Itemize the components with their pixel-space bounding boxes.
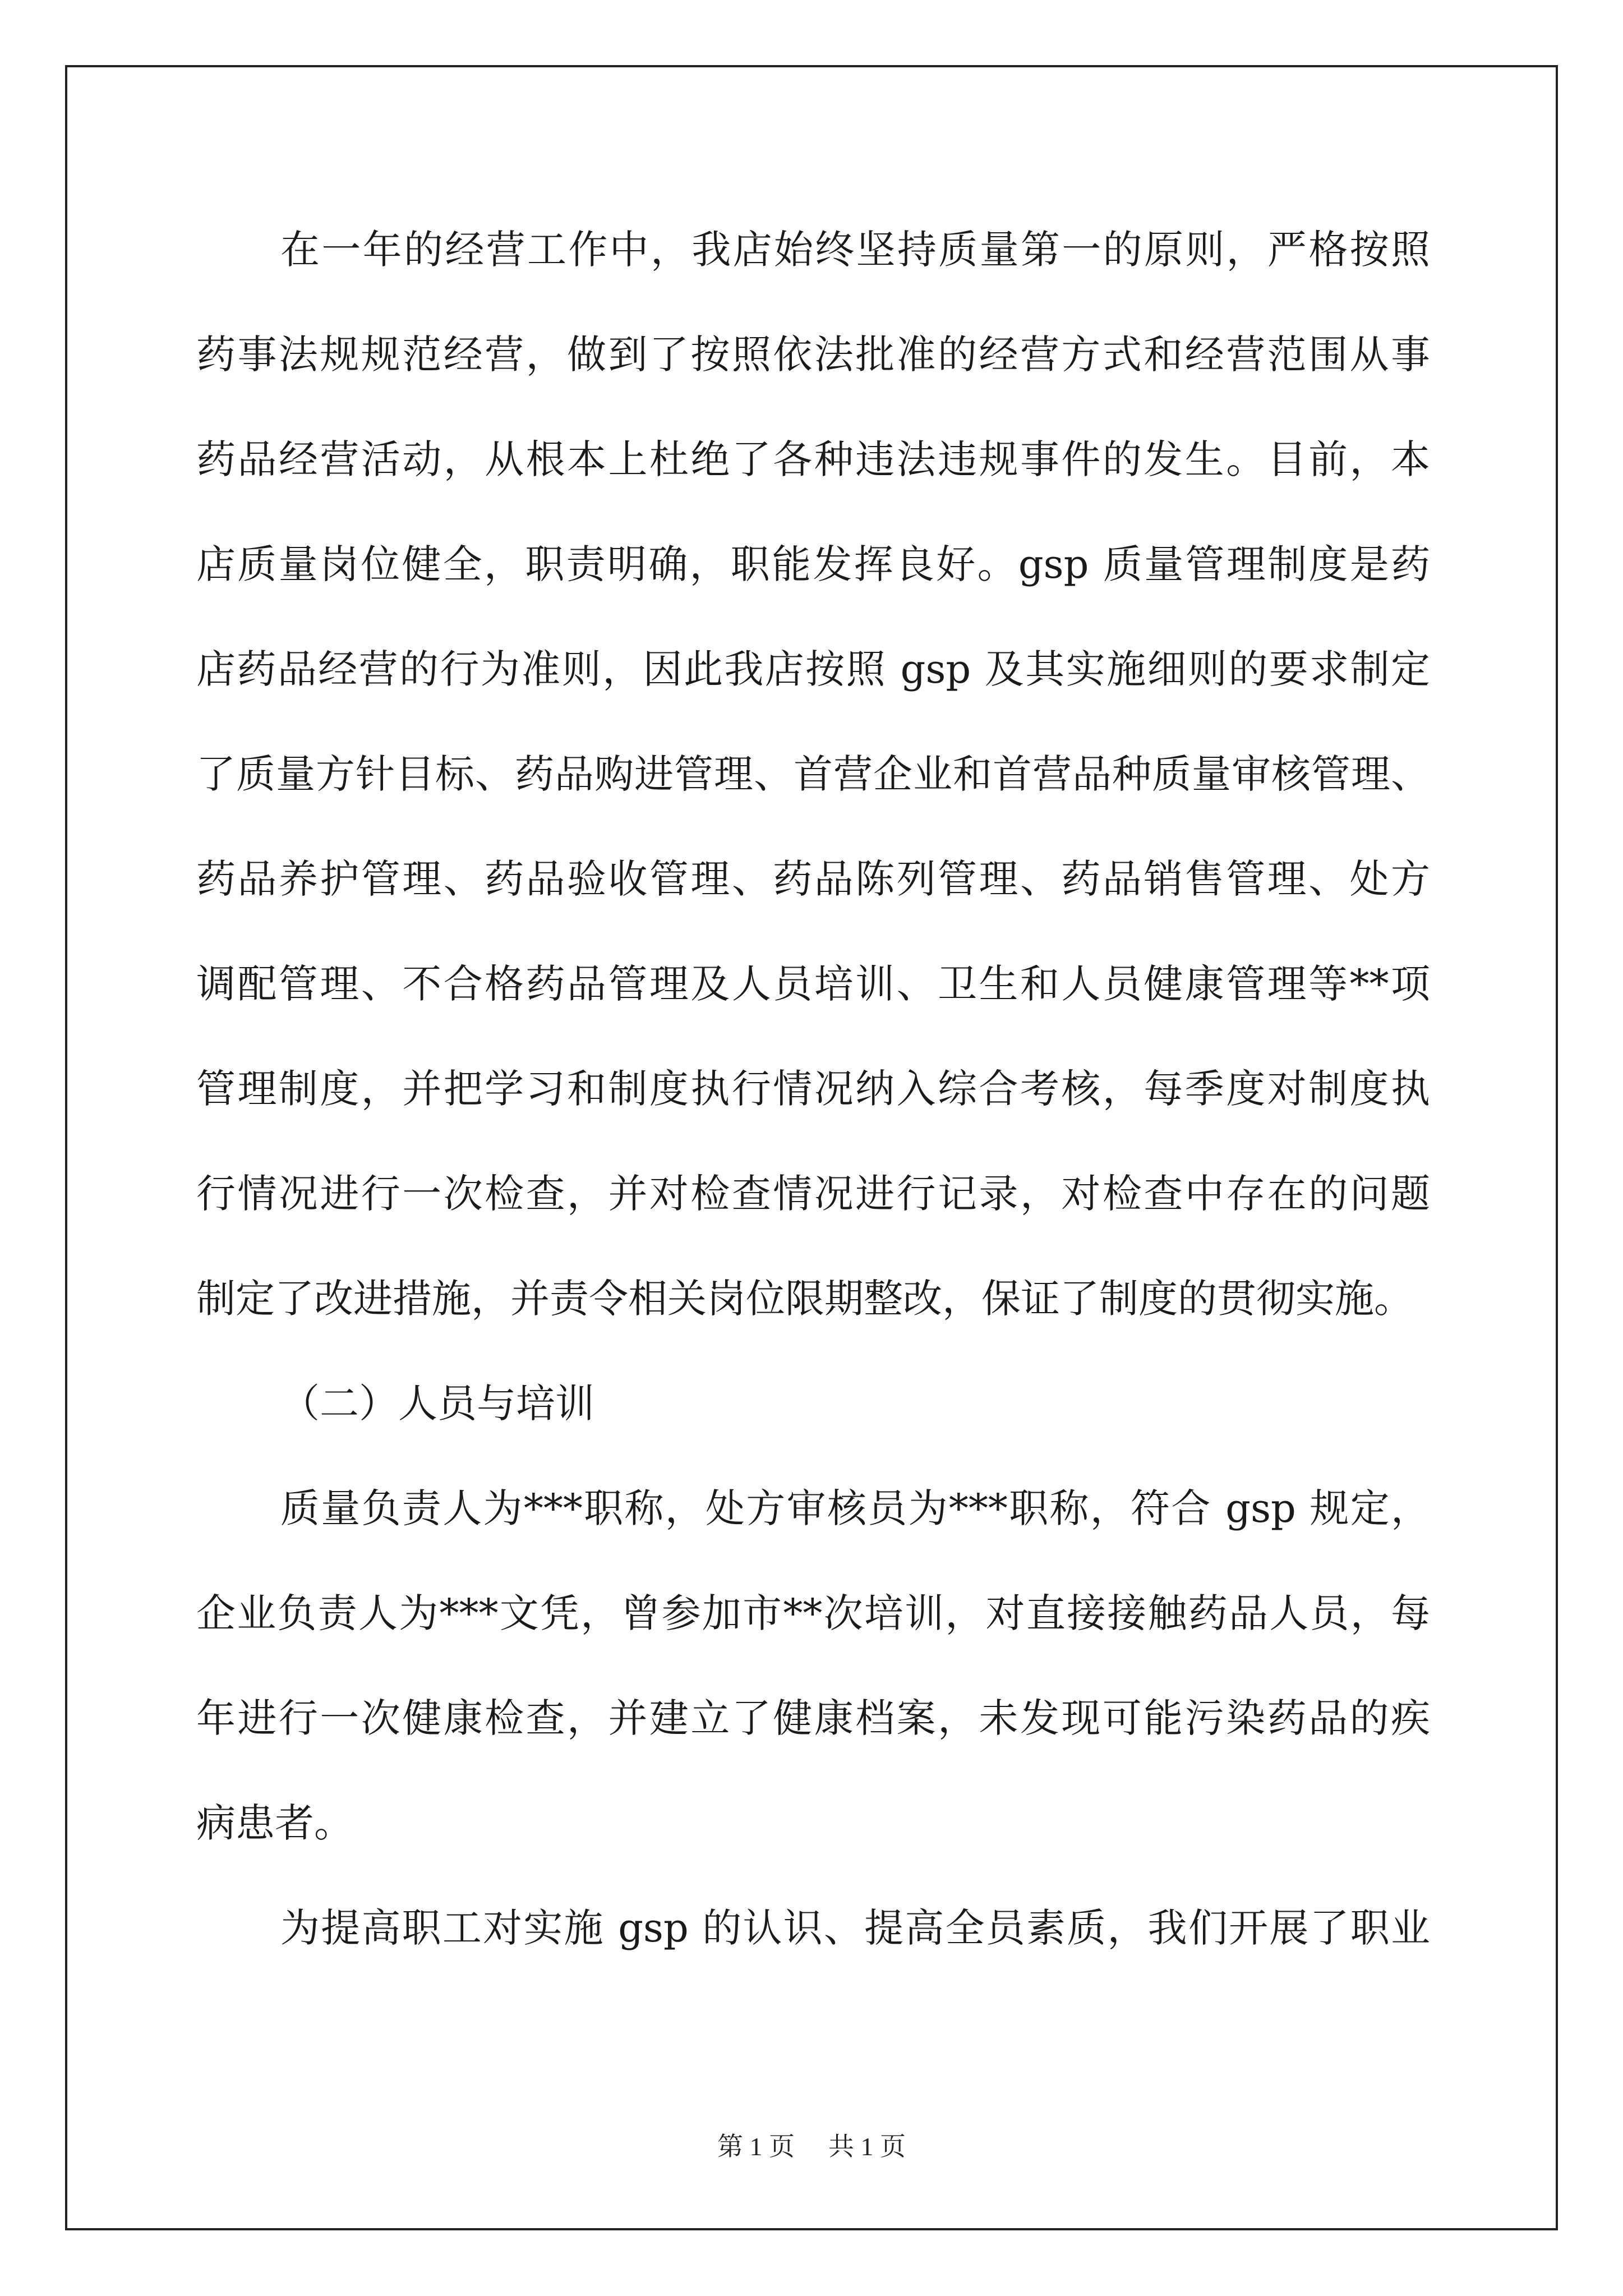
- page-number-current: 第 1 页: [717, 2132, 795, 2161]
- paragraph-line: 调配管理、不合格药品管理及人员培训、卫生和人员健康管理等**项: [196, 961, 1430, 1007]
- section-heading: （二）人员与培训: [280, 1381, 594, 1427]
- page-number-total: 共 1 页: [828, 2132, 906, 2161]
- page-footer: [0, 2126, 1623, 2163]
- paragraph-line: 为提高职工对实施 gsp 的认识、提高全员素质，我们开展了职业: [280, 1905, 1430, 1951]
- paragraph-line: 了质量方针目标、药品购进管理、首营企业和首营品种质量审核管理、: [196, 751, 1430, 797]
- paragraph-line: 行情况进行一次检查，并对检查情况进行记录，对检查中存在的问题: [196, 1171, 1430, 1217]
- document-body: [196, 208, 1430, 1991]
- paragraph-line: 药品养护管理、药品验收管理、药品陈列管理、药品销售管理、处方: [196, 856, 1430, 902]
- paragraph-line: 在一年的经营工作中，我店始终坚持质量第一的原则，严格按照: [280, 227, 1430, 273]
- paragraph-line: 年进行一次健康检查，并建立了健康档案，未发现可能污染药品的疾: [196, 1695, 1430, 1741]
- paragraph-line: 店质量岗位健全，职责明确，职能发挥良好。gsp 质量管理制度是药: [196, 541, 1430, 587]
- paragraph-line: 药品经营活动，从根本上杜绝了各种违法违规事件的发生。目前，本: [196, 436, 1430, 482]
- paragraph-line: 质量负责人为***职称，处方审核员为***职称，符合 gsp 规定，: [280, 1485, 1430, 1531]
- paragraph-line: 店药品经营的行为准则，因此我店按照 gsp 及其实施细则的要求制定: [196, 646, 1430, 692]
- paragraph-line: 病患者。: [196, 1800, 353, 1846]
- paragraph-line: 药事法规规范经营，做到了按照依法批准的经营方式和经营范围从事: [196, 332, 1430, 378]
- paragraph-line: 管理制度，并把学习和制度执行情况纳入综合考核，每季度对制度执: [196, 1066, 1430, 1112]
- paragraph-line: 企业负责人为***文凭，曾参加市**次培训，对直接接触药品人员，每: [196, 1590, 1430, 1636]
- paragraph-line: 制定了改进措施，并责令相关岗位限期整改，保证了制度的贯彻实施。: [196, 1276, 1413, 1322]
